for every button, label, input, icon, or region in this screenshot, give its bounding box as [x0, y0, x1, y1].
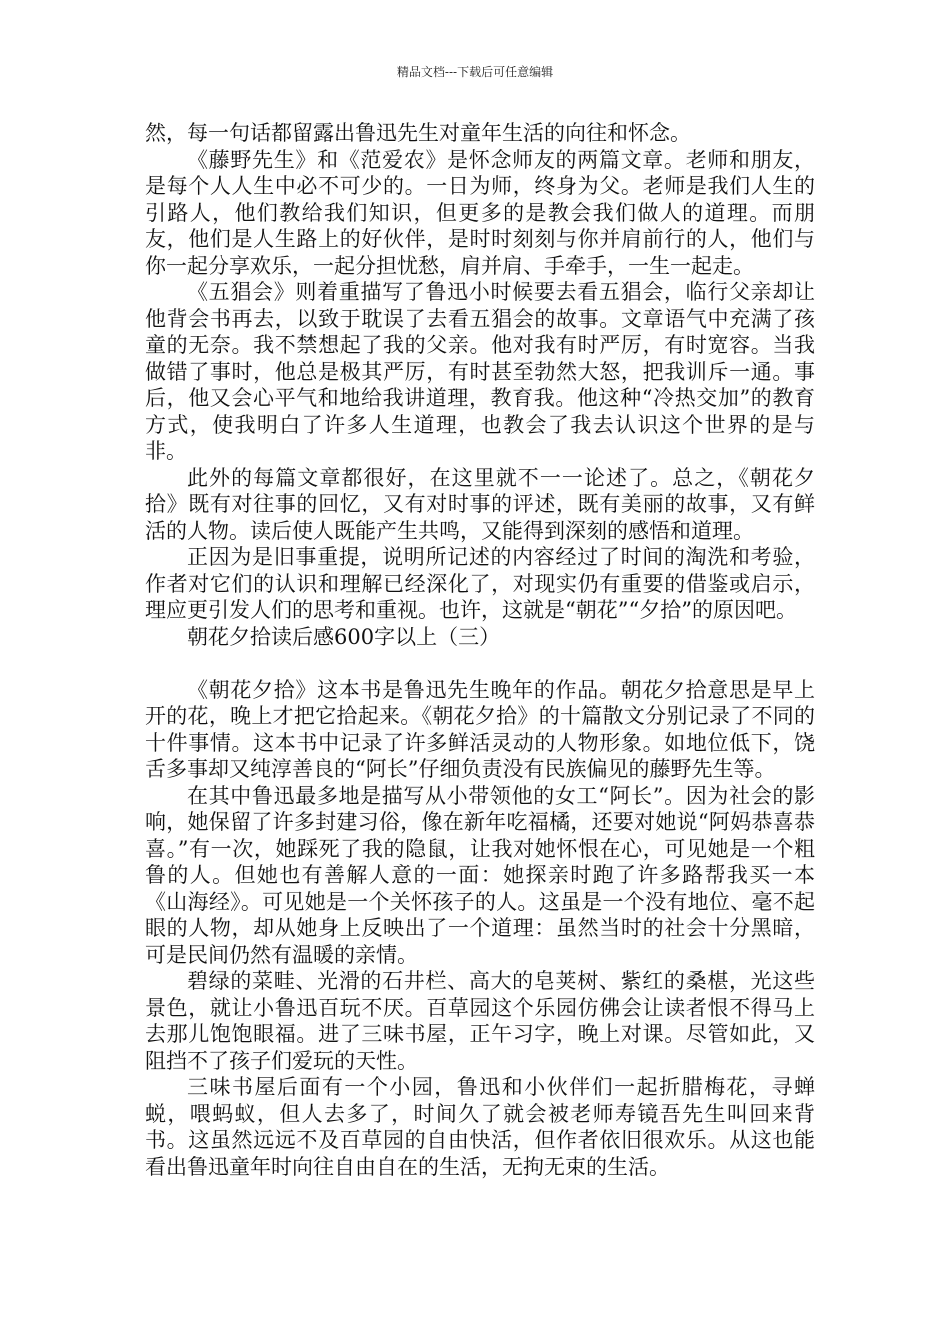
document-body	[145, 120, 815, 1180]
paragraph: 三味书屋后面有一个小园，鲁迅和小伙伴们一起折腊梅花，寻蝉蜕，喂蚂蚁，但人去多了，时间久了就会被老师寿镜吾先生叫回来背书。这虽然远远不及百草园的自由快活，但作者依旧很欢乐。从这也能看出鲁迅童年时向往自由自在的生活，无拘无束的生活。	[145, 1075, 815, 1179]
blank-line	[145, 650, 815, 677]
page-header: 精品文档---下载后可任意编辑	[396, 65, 554, 79]
paragraph: 此外的每篇文章都很好，在这里就不一一论述了。总之，《朝花夕拾》既有对往事的回忆，又有对时事的评述，既有美丽的故事，又有鲜活的人物。读后使人既能产生共鸣，又能得到深刻的感悟和道理。	[145, 465, 815, 543]
paragraph: 《藤野先生》和《范爱农》是怀念师友的两篇文章。老师和朋友，是每个人人生中必不可少的。一日为师，终身为父。老师是我们人生的引路人，他们教给我们知识，但更多的是教会我们做人的道理。而朋友，他们是人生路上的好伙伴，是时时刻刻与你并肩前行的人，他们与你一起分享欢乐，一起分担忧愁，肩并肩、手牵手，一生一起走。	[145, 147, 815, 278]
section-title: 朝花夕拾读后感600字以上（三）	[187, 624, 501, 649]
paragraph: 正因为是旧事重提，说明所记述的内容经过了时间的淘洗和考验，作者对它们的认识和理解已经深化了，对现实仍有重要的借鉴或启示，理应更引发人们的思考和重视。也许，这就是“朝花”“夕拾”的原因吧。	[145, 545, 815, 622]
paragraph: 在其中鲁迅最多地是描写从小带领他的女工“阿长”。因为社会的影响，她保留了许多封建习俗，像在新年吃福橘，还要对她说“阿妈恭喜恭喜。”有一次，她踩死了我的隐鼠，让我对她怀恨在心，可见她是一个粗鲁的人。但她也有善解人意的一面：她探亲时跑了许多路帮我买一本《山海经》。可见她是一个关怀孩子的人。这虽是一个没有地位、毫不起眼的人物，却从她身上反映出了一个道理：虽然当时的社会十分黑暗，可是民间仍然有温暖的亲情。	[145, 783, 815, 967]
paragraph-continued: 然，每一句话都留露出鲁迅先生对童年生活的向往和怀念。	[145, 121, 691, 145]
paragraph: 《五猖会》则着重描写了鲁迅小时候要去看五猖会，临行父亲却让他背会书再去，以致于耽误了去看五猖会的故事。文章语气中充满了孩童的无奈。我不禁想起了我的父亲。他对我有时严厉，有时宽容。当我做错了事时，他总是极其严厉，有时甚至勃然大怒，把我训斥一通。事后，他又会心平气和地给我讲道理，教育我。他这种“冷热交加”的教育方式，使我明白了许多人生道理，也教会了我去认识这个世界的是与非。	[145, 280, 815, 463]
paragraph: 碧绿的菜畦、光滑的石井栏、高大的皂荚树、紫红的桑椹，光这些景色，就让小鲁迅百玩不厌。百草园这个乐园仿佛会让读者恨不得马上去那儿饱饱眼福。进了三味书屋，正午习字，晚上对课。尽管如此，又阻挡不了孩子们爱玩的天性。	[145, 969, 815, 1073]
paragraph: 《朝花夕拾》这本书是鲁迅先生晚年的作品。朝花夕拾意思是早上开的花，晚上才把它拾起来。《朝花夕拾》的十篇散文分别记录了不同的十件事情。这本书中记录了许多鲜活灵动的人物形象。如地位低下，饶舌多事却又纯淳善良的“阿长”仔细负责没有民族偏见的藤野先生等。	[145, 677, 815, 781]
